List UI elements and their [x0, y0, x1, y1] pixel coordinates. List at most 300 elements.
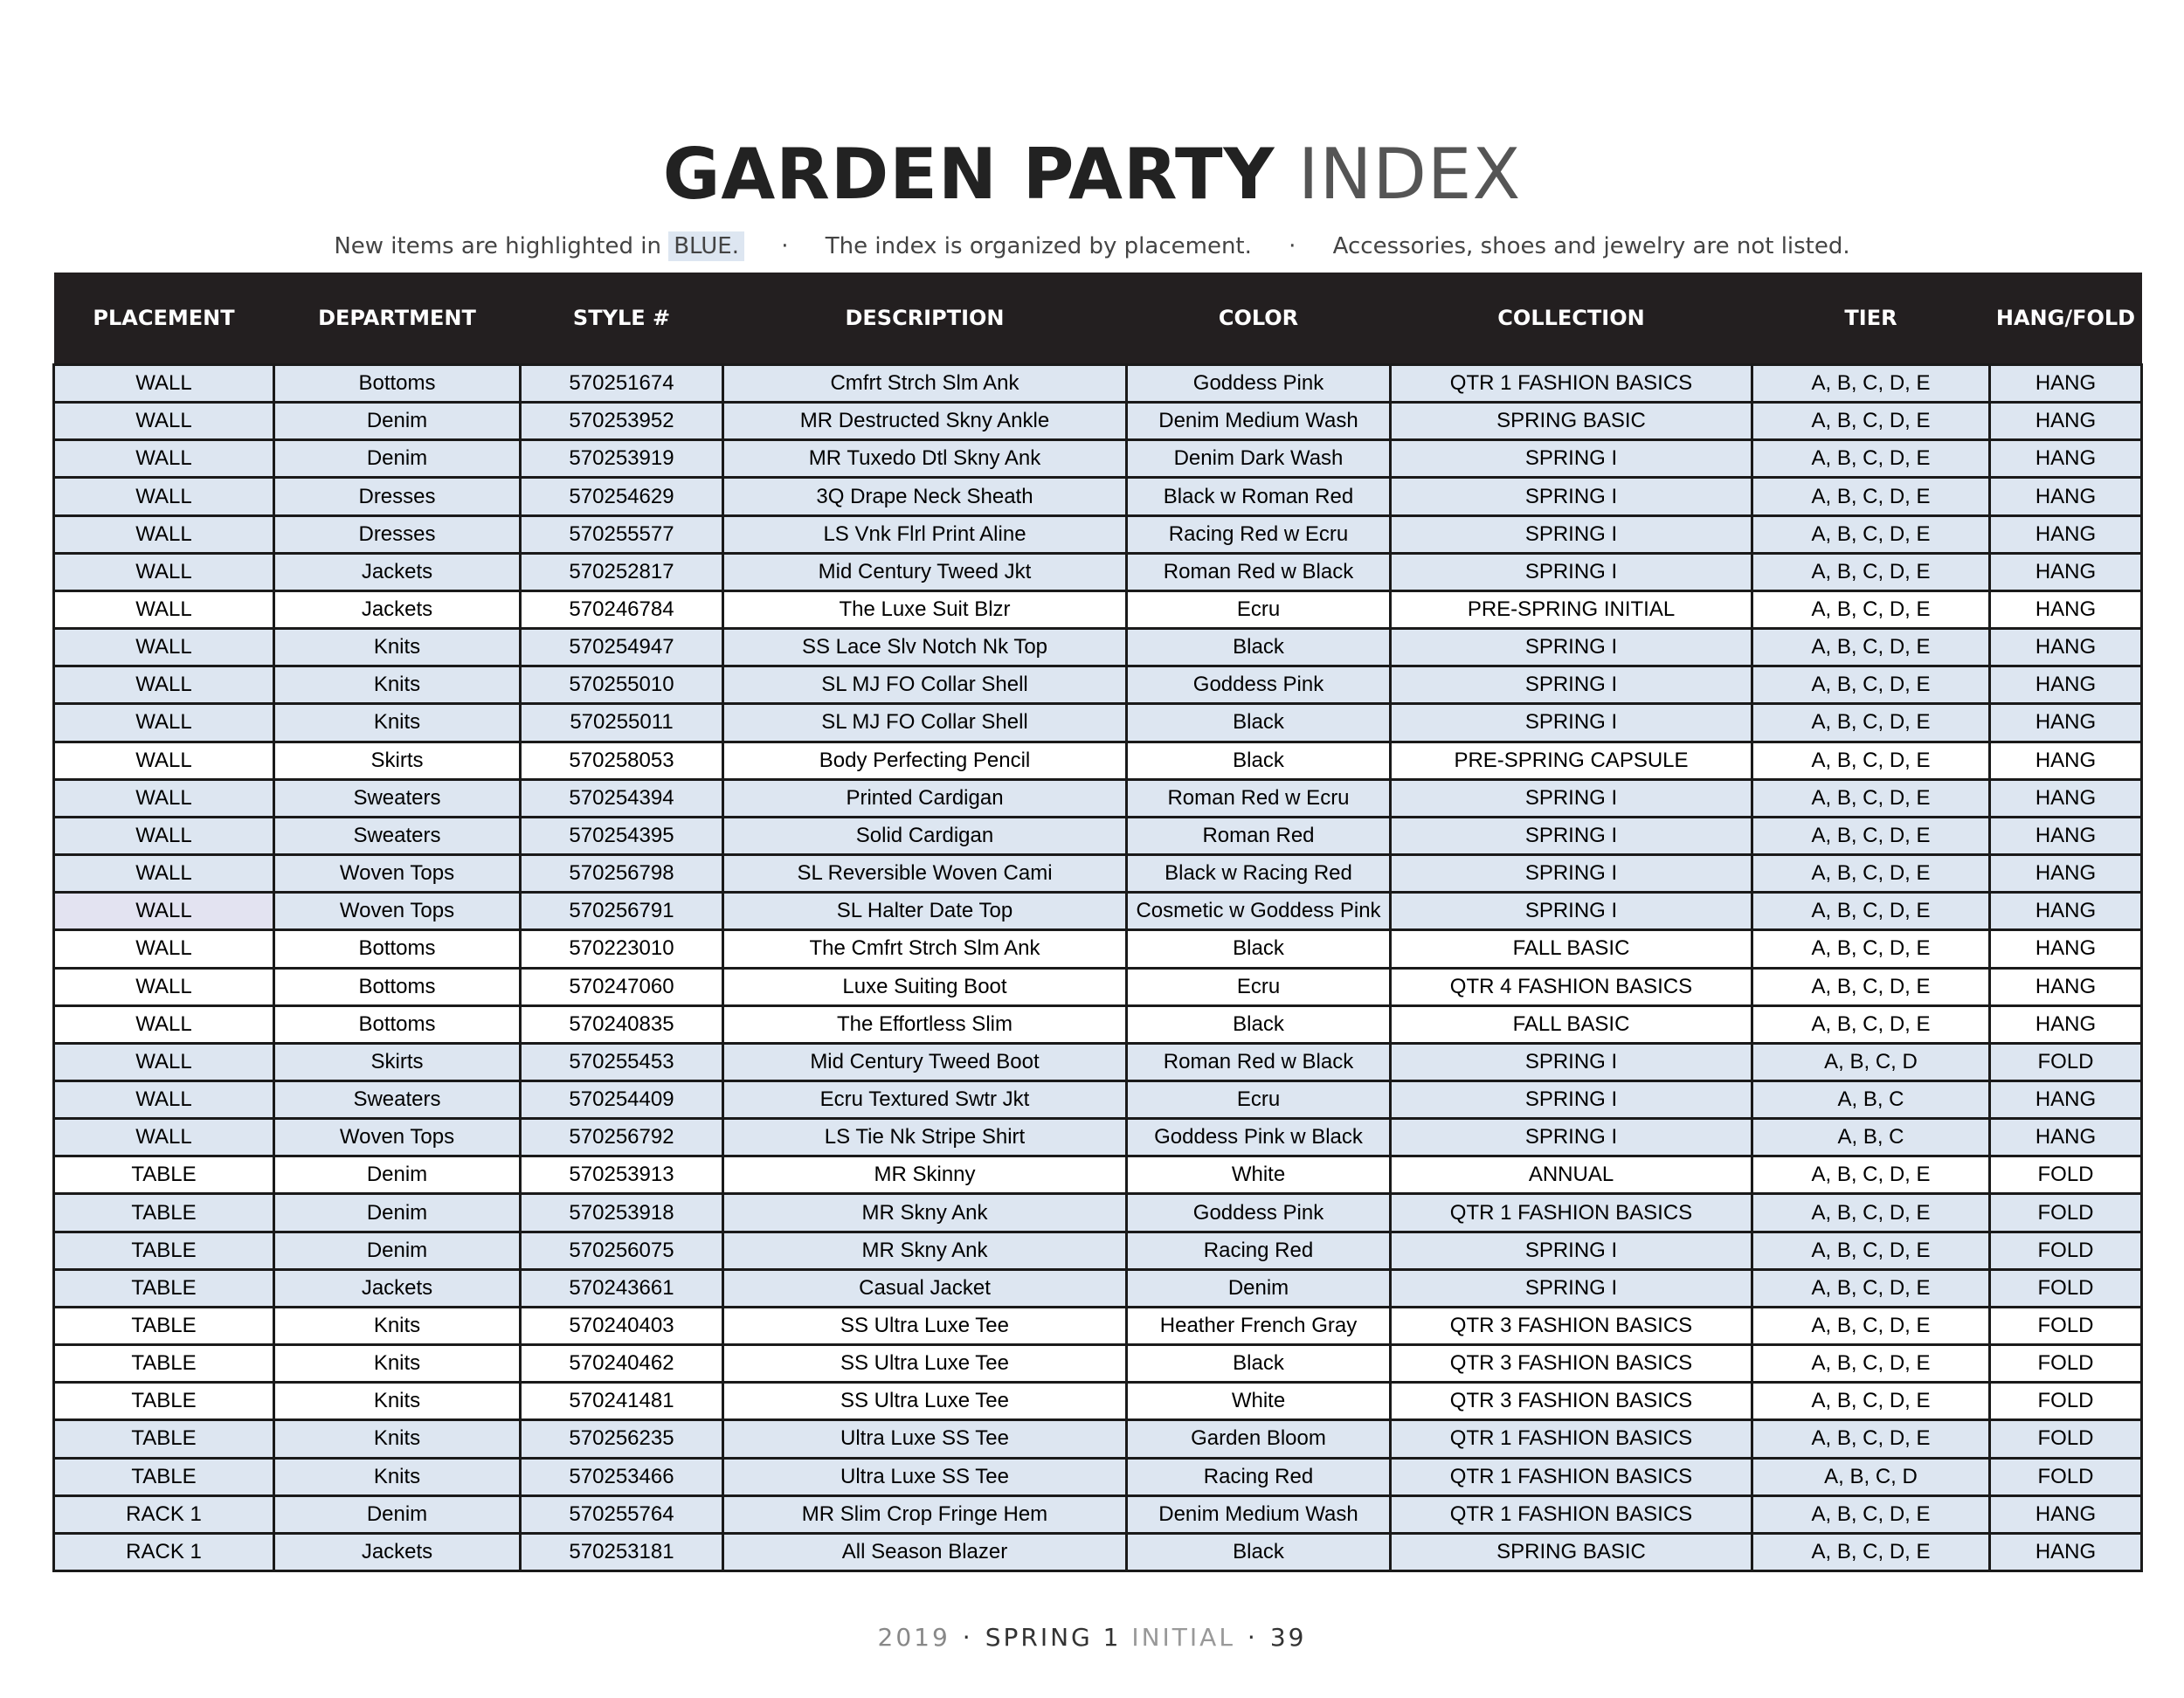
cell-department: Denim	[274, 1495, 521, 1533]
cell-tier: A, B, C, D, E	[1752, 1269, 1990, 1307]
cell-collection: SPRING I	[1391, 779, 1752, 817]
cell-color: Racing Red	[1127, 1232, 1391, 1269]
header-tier: TIER	[1752, 273, 1990, 365]
cell-tier: A, B, C, D, E	[1752, 1420, 1990, 1458]
cell-placement: WALL	[54, 403, 274, 440]
cell-color: Roman Red w Ecru	[1127, 779, 1391, 817]
cell-placement: TABLE	[54, 1232, 274, 1269]
cell-department: Dresses	[274, 515, 521, 553]
cell-hang-fold: FOLD	[1990, 1307, 2142, 1344]
cell-tier: A, B, C, D, E	[1752, 403, 1990, 440]
cell-department: Woven Tops	[274, 893, 521, 930]
cell-hang-fold: HANG	[1990, 403, 2142, 440]
cell-hang-fold: HANG	[1990, 365, 2142, 403]
header-color: COLOR	[1127, 273, 1391, 365]
cell-department: Jackets	[274, 1269, 521, 1307]
cell-placement: WALL	[54, 893, 274, 930]
cell-department: Knits	[274, 666, 521, 704]
cell-department: Knits	[274, 1420, 521, 1458]
cell-hang-fold: HANG	[1990, 1533, 2142, 1570]
cell-hang-fold: HANG	[1990, 704, 2142, 742]
cell-description: MR Skny Ank	[723, 1232, 1127, 1269]
cell-department: Skirts	[274, 742, 521, 779]
index-table	[52, 273, 2143, 1572]
cell-placement: WALL	[54, 666, 274, 704]
cell-collection: QTR 3 FASHION BASICS	[1391, 1345, 1752, 1383]
table-row	[54, 365, 2142, 403]
cell-tier: A, B, C, D, E	[1752, 590, 1990, 628]
cell-hang-fold: FOLD	[1990, 1345, 2142, 1383]
footer-season: SPRING 1	[985, 1623, 1122, 1652]
cell-collection: QTR 3 FASHION BASICS	[1391, 1383, 1752, 1420]
page-footer	[0, 1623, 2184, 1652]
cell-style: 570255010	[521, 666, 723, 704]
cell-color: Goddess Pink	[1127, 1194, 1391, 1232]
cell-department: Bottoms	[274, 930, 521, 968]
cell-hang-fold: HANG	[1990, 666, 2142, 704]
cell-department: Dresses	[274, 478, 521, 515]
cell-collection: QTR 4 FASHION BASICS	[1391, 968, 1752, 1005]
cell-description: SL Reversible Woven Cami	[723, 855, 1127, 893]
cell-hang-fold: HANG	[1990, 930, 2142, 968]
cell-style: 570255011	[521, 704, 723, 742]
cell-tier: A, B, C, D, E	[1752, 1345, 1990, 1383]
cell-placement: WALL	[54, 1043, 274, 1080]
cell-description: Mid Century Tweed Jkt	[723, 553, 1127, 590]
table-row	[54, 666, 2142, 704]
cell-style: 570254629	[521, 478, 723, 515]
cell-color: Denim	[1127, 1269, 1391, 1307]
table-row	[54, 1080, 2142, 1118]
cell-description: SL Halter Date Top	[723, 893, 1127, 930]
cell-color: Ecru	[1127, 590, 1391, 628]
cell-hang-fold: HANG	[1990, 1119, 2142, 1156]
table-row	[54, 553, 2142, 590]
cell-department: Knits	[274, 629, 521, 666]
table-row	[54, 1458, 2142, 1495]
cell-collection: SPRING I	[1391, 515, 1752, 553]
cell-color: Cosmetic w Goddess Pink	[1127, 893, 1391, 930]
table-row	[54, 817, 2142, 854]
cell-placement: WALL	[54, 590, 274, 628]
table-row	[54, 893, 2142, 930]
cell-department: Denim	[274, 1194, 521, 1232]
cell-tier: A, B, C, D, E	[1752, 440, 1990, 478]
cell-description: MR Destructed Skny Ankle	[723, 403, 1127, 440]
cell-collection: QTR 1 FASHION BASICS	[1391, 365, 1752, 403]
table-row	[54, 1119, 2142, 1156]
cell-placement: TABLE	[54, 1345, 274, 1383]
subtitle-notes	[0, 229, 2184, 264]
cell-description: Cmfrt Strch Slm Ank	[723, 365, 1127, 403]
header-description: DESCRIPTION	[723, 273, 1127, 365]
cell-department: Denim	[274, 1156, 521, 1194]
page-number: 39	[1269, 1623, 1307, 1652]
cell-color: Goddess Pink	[1127, 666, 1391, 704]
cell-placement: WALL	[54, 817, 274, 854]
cell-collection: SPRING I	[1391, 440, 1752, 478]
table-row	[54, 1269, 2142, 1307]
cell-tier: A, B, C, D, E	[1752, 930, 1990, 968]
cell-placement: TABLE	[54, 1420, 274, 1458]
cell-style: 570254395	[521, 817, 723, 854]
header-collection: COLLECTION	[1391, 273, 1752, 365]
cell-hang-fold: HANG	[1990, 478, 2142, 515]
cell-tier: A, B, C, D, E	[1752, 666, 1990, 704]
cell-description: Mid Century Tweed Boot	[723, 1043, 1127, 1080]
cell-description: MR Skinny	[723, 1156, 1127, 1194]
note-highlight-prefix: New items are highlighted in	[334, 233, 661, 259]
cell-style: 570256792	[521, 1119, 723, 1156]
cell-hang-fold: HANG	[1990, 1495, 2142, 1533]
cell-collection: SPRING I	[1391, 1269, 1752, 1307]
cell-department: Jackets	[274, 590, 521, 628]
cell-placement: TABLE	[54, 1383, 274, 1420]
cell-style: 570255764	[521, 1495, 723, 1533]
cell-description: SL MJ FO Collar Shell	[723, 704, 1127, 742]
cell-placement: WALL	[54, 968, 274, 1005]
cell-color: Black	[1127, 1533, 1391, 1570]
cell-color: Black	[1127, 704, 1391, 742]
cell-description: 3Q Drape Neck Sheath	[723, 478, 1127, 515]
cell-collection: ANNUAL	[1391, 1156, 1752, 1194]
cell-tier: A, B, C, D, E	[1752, 478, 1990, 515]
cell-placement: RACK 1	[54, 1533, 274, 1570]
cell-description: Ultra Luxe SS Tee	[723, 1420, 1127, 1458]
cell-collection: SPRING I	[1391, 893, 1752, 930]
cell-style: 570254394	[521, 779, 723, 817]
cell-style: 570256075	[521, 1232, 723, 1269]
cell-hang-fold: FOLD	[1990, 1458, 2142, 1495]
cell-style: 570254947	[521, 629, 723, 666]
cell-color: White	[1127, 1383, 1391, 1420]
cell-placement: WALL	[54, 515, 274, 553]
table-row	[54, 1307, 2142, 1344]
cell-color: Ecru	[1127, 968, 1391, 1005]
table-row	[54, 704, 2142, 742]
cell-placement: TABLE	[54, 1194, 274, 1232]
cell-tier: A, B, C, D, E	[1752, 1307, 1990, 1344]
cell-color: Ecru	[1127, 1080, 1391, 1118]
cell-hang-fold: FOLD	[1990, 1269, 2142, 1307]
cell-collection: SPRING I	[1391, 1232, 1752, 1269]
cell-color: Roman Red w Black	[1127, 553, 1391, 590]
title-light: INDEX	[1297, 134, 1522, 215]
header-style: STYLE #	[521, 273, 723, 365]
table-row	[54, 440, 2142, 478]
cell-tier: A, B, C, D, E	[1752, 1005, 1990, 1043]
header-department: DEPARTMENT	[274, 273, 521, 365]
cell-color: Denim Medium Wash	[1127, 403, 1391, 440]
cell-collection: QTR 3 FASHION BASICS	[1391, 1307, 1752, 1344]
cell-hang-fold: HANG	[1990, 968, 2142, 1005]
cell-department: Skirts	[274, 1043, 521, 1080]
table-row	[54, 779, 2142, 817]
cell-description: The Effortless Slim	[723, 1005, 1127, 1043]
table-row	[54, 1194, 2142, 1232]
cell-tier: A, B, C, D, E	[1752, 968, 1990, 1005]
cell-department: Denim	[274, 440, 521, 478]
table-row	[54, 930, 2142, 968]
cell-style: 570258053	[521, 742, 723, 779]
cell-placement: WALL	[54, 629, 274, 666]
cell-department: Denim	[274, 1232, 521, 1269]
cell-placement: WALL	[54, 365, 274, 403]
table-row	[54, 1156, 2142, 1194]
table-row	[54, 742, 2142, 779]
cell-description: The Luxe Suit Blzr	[723, 590, 1127, 628]
cell-color: Goddess Pink	[1127, 365, 1391, 403]
cell-tier: A, B, C, D, E	[1752, 1383, 1990, 1420]
cell-style: 570240403	[521, 1307, 723, 1344]
title-main: GARDEN PARTY	[662, 134, 1275, 215]
table-row	[54, 629, 2142, 666]
cell-collection: QTR 1 FASHION BASICS	[1391, 1495, 1752, 1533]
cell-description: The Cmfrt Strch Slm Ank	[723, 930, 1127, 968]
table-row	[54, 478, 2142, 515]
cell-description: Body Perfecting Pencil	[723, 742, 1127, 779]
cell-hang-fold: HANG	[1990, 1005, 2142, 1043]
cell-collection: FALL BASIC	[1391, 930, 1752, 968]
cell-placement: WALL	[54, 1119, 274, 1156]
cell-hang-fold: HANG	[1990, 817, 2142, 854]
cell-collection: SPRING I	[1391, 817, 1752, 854]
cell-description: Printed Cardigan	[723, 779, 1127, 817]
cell-hang-fold: HANG	[1990, 1080, 2142, 1118]
cell-tier: A, B, C, D, E	[1752, 1194, 1990, 1232]
cell-hang-fold: HANG	[1990, 742, 2142, 779]
cell-department: Jackets	[274, 553, 521, 590]
cell-color: Denim Dark Wash	[1127, 440, 1391, 478]
cell-collection: SPRING BASIC	[1391, 403, 1752, 440]
cell-hang-fold: FOLD	[1990, 1383, 2142, 1420]
page-title	[0, 131, 2184, 218]
cell-collection: SPRING I	[1391, 1080, 1752, 1118]
cell-style: 570256798	[521, 855, 723, 893]
cell-style: 570240835	[521, 1005, 723, 1043]
cell-department: Knits	[274, 1458, 521, 1495]
cell-hang-fold: HANG	[1990, 629, 2142, 666]
cell-collection: FALL BASIC	[1391, 1005, 1752, 1043]
cell-department: Sweaters	[274, 817, 521, 854]
cell-department: Sweaters	[274, 779, 521, 817]
table-row	[54, 590, 2142, 628]
cell-style: 570223010	[521, 930, 723, 968]
cell-style: 570252817	[521, 553, 723, 590]
cell-description: SS Ultra Luxe Tee	[723, 1345, 1127, 1383]
cell-style: 570253181	[521, 1533, 723, 1570]
cell-color: Roman Red w Black	[1127, 1043, 1391, 1080]
cell-hang-fold: HANG	[1990, 590, 2142, 628]
table-row	[54, 1383, 2142, 1420]
cell-color: Black w Roman Red	[1127, 478, 1391, 515]
cell-tier: A, B, C, D, E	[1752, 629, 1990, 666]
cell-department: Bottoms	[274, 1005, 521, 1043]
cell-color: Black	[1127, 629, 1391, 666]
cell-collection: SPRING BASIC	[1391, 1533, 1752, 1570]
cell-placement: WALL	[54, 478, 274, 515]
cell-department: Knits	[274, 1307, 521, 1344]
cell-tier: A, B, C, D, E	[1752, 779, 1990, 817]
cell-hang-fold: FOLD	[1990, 1194, 2142, 1232]
cell-hang-fold: HANG	[1990, 855, 2142, 893]
cell-tier: A, B, C, D, E	[1752, 553, 1990, 590]
cell-hang-fold: FOLD	[1990, 1420, 2142, 1458]
cell-style: 570255577	[521, 515, 723, 553]
cell-style: 570253466	[521, 1458, 723, 1495]
cell-style: 570247060	[521, 968, 723, 1005]
cell-placement: WALL	[54, 704, 274, 742]
cell-hang-fold: FOLD	[1990, 1156, 2142, 1194]
cell-color: Racing Red w Ecru	[1127, 515, 1391, 553]
cell-collection: QTR 1 FASHION BASICS	[1391, 1420, 1752, 1458]
cell-tier: A, B, C, D, E	[1752, 817, 1990, 854]
cell-placement: WALL	[54, 855, 274, 893]
cell-department: Woven Tops	[274, 1119, 521, 1156]
table-row	[54, 1043, 2142, 1080]
cell-style: 570241481	[521, 1383, 723, 1420]
footer-year: 2019	[877, 1623, 950, 1652]
cell-description: SL MJ FO Collar Shell	[723, 666, 1127, 704]
cell-tier: A, B, C, D, E	[1752, 855, 1990, 893]
cell-placement: TABLE	[54, 1269, 274, 1307]
cell-color: Heather French Gray	[1127, 1307, 1391, 1344]
cell-description: Luxe Suiting Boot	[723, 968, 1127, 1005]
cell-description: SS Ultra Luxe Tee	[723, 1307, 1127, 1344]
table-row	[54, 968, 2142, 1005]
cell-placement: TABLE	[54, 1156, 274, 1194]
cell-tier: A, B, C, D, E	[1752, 1156, 1990, 1194]
cell-placement: TABLE	[54, 1458, 274, 1495]
table-row	[54, 1495, 2142, 1533]
cell-color: Denim Medium Wash	[1127, 1495, 1391, 1533]
cell-collection: SPRING I	[1391, 629, 1752, 666]
cell-tier: A, B, C, D, E	[1752, 1495, 1990, 1533]
cell-hang-fold: FOLD	[1990, 1232, 2142, 1269]
cell-description: LS Tie Nk Stripe Shirt	[723, 1119, 1127, 1156]
cell-color: Black	[1127, 930, 1391, 968]
cell-description: Solid Cardigan	[723, 817, 1127, 854]
cell-style: 570251674	[521, 365, 723, 403]
cell-style: 570256791	[521, 893, 723, 930]
cell-hang-fold: HANG	[1990, 553, 2142, 590]
cell-collection: SPRING I	[1391, 478, 1752, 515]
cell-collection: SPRING I	[1391, 666, 1752, 704]
cell-description: MR Skny Ank	[723, 1194, 1127, 1232]
cell-placement: WALL	[54, 930, 274, 968]
cell-department: Bottoms	[274, 365, 521, 403]
table-row	[54, 855, 2142, 893]
cell-color: Racing Red	[1127, 1458, 1391, 1495]
cell-placement: RACK 1	[54, 1495, 274, 1533]
cell-description: All Season Blazer	[723, 1533, 1127, 1570]
table-row	[54, 1420, 2142, 1458]
cell-department: Bottoms	[274, 968, 521, 1005]
cell-color: Goddess Pink w Black	[1127, 1119, 1391, 1156]
cell-collection: SPRING I	[1391, 1043, 1752, 1080]
cell-placement: WALL	[54, 440, 274, 478]
header-hang-fold: HANG/FOLD	[1990, 273, 2142, 365]
note-organization: The index is organized by placement.	[825, 233, 1252, 259]
cell-tier: A, B, C, D, E	[1752, 704, 1990, 742]
cell-department: Denim	[274, 403, 521, 440]
cell-hang-fold: HANG	[1990, 515, 2142, 553]
cell-style: 570253919	[521, 440, 723, 478]
cell-style: 570255453	[521, 1043, 723, 1080]
cell-description: Ultra Luxe SS Tee	[723, 1458, 1127, 1495]
cell-collection: QTR 1 FASHION BASICS	[1391, 1194, 1752, 1232]
cell-color: Roman Red	[1127, 817, 1391, 854]
table-row	[54, 1232, 2142, 1269]
cell-color: White	[1127, 1156, 1391, 1194]
footer-dot: ·	[1247, 1623, 1258, 1652]
table-row	[54, 1345, 2142, 1383]
cell-placement: WALL	[54, 742, 274, 779]
cell-hang-fold: HANG	[1990, 779, 2142, 817]
header-row	[54, 273, 2142, 365]
cell-color: Black	[1127, 1345, 1391, 1383]
cell-description: MR Slim Crop Fringe Hem	[723, 1495, 1127, 1533]
table-row	[54, 403, 2142, 440]
cell-tier: A, B, C, D, E	[1752, 365, 1990, 403]
cell-tier: A, B, C	[1752, 1119, 1990, 1156]
cell-description: SS Lace Slv Notch Nk Top	[723, 629, 1127, 666]
cell-color: Black	[1127, 742, 1391, 779]
cell-collection: SPRING I	[1391, 855, 1752, 893]
cell-collection: SPRING I	[1391, 704, 1752, 742]
cell-placement: WALL	[54, 553, 274, 590]
cell-description: Ecru Textured Swtr Jkt	[723, 1080, 1127, 1118]
cell-department: Knits	[274, 704, 521, 742]
table-row	[54, 1005, 2142, 1043]
cell-collection: SPRING I	[1391, 1119, 1752, 1156]
cell-placement: TABLE	[54, 1307, 274, 1344]
cell-tier: A, B, C, D	[1752, 1043, 1990, 1080]
cell-description: Casual Jacket	[723, 1269, 1127, 1307]
cell-department: Knits	[274, 1345, 521, 1383]
cell-description: MR Tuxedo Dtl Skny Ank	[723, 440, 1127, 478]
cell-description: LS Vnk Flrl Print Aline	[723, 515, 1127, 553]
cell-style: 570253952	[521, 403, 723, 440]
cell-style: 570243661	[521, 1269, 723, 1307]
cell-color: Black	[1127, 1005, 1391, 1043]
separator-dot: ·	[781, 233, 789, 259]
cell-placement: WALL	[54, 1080, 274, 1118]
cell-description: SS Ultra Luxe Tee	[723, 1383, 1127, 1420]
table-row	[54, 515, 2142, 553]
cell-style: 570240462	[521, 1345, 723, 1383]
cell-hang-fold: HANG	[1990, 893, 2142, 930]
cell-tier: A, B, C, D, E	[1752, 1232, 1990, 1269]
cell-collection: SPRING I	[1391, 553, 1752, 590]
cell-style: 570246784	[521, 590, 723, 628]
cell-collection: QTR 1 FASHION BASICS	[1391, 1458, 1752, 1495]
footer-dot: ·	[962, 1623, 973, 1652]
cell-tier: A, B, C, D, E	[1752, 515, 1990, 553]
cell-department: Jackets	[274, 1533, 521, 1570]
cell-hang-fold: FOLD	[1990, 1043, 2142, 1080]
header-placement: PLACEMENT	[54, 273, 274, 365]
cell-department: Sweaters	[274, 1080, 521, 1118]
cell-style: 570256235	[521, 1420, 723, 1458]
note-exclusions: Accessories, shoes and jewelry are not listed.	[1332, 233, 1850, 259]
note-highlight-word: BLUE.	[668, 231, 744, 261]
cell-style: 570254409	[521, 1080, 723, 1118]
footer-phase: INITIAL	[1131, 1623, 1235, 1652]
cell-color: Black w Racing Red	[1127, 855, 1391, 893]
cell-collection: PRE-SPRING INITIAL	[1391, 590, 1752, 628]
table-body	[54, 365, 2142, 1571]
